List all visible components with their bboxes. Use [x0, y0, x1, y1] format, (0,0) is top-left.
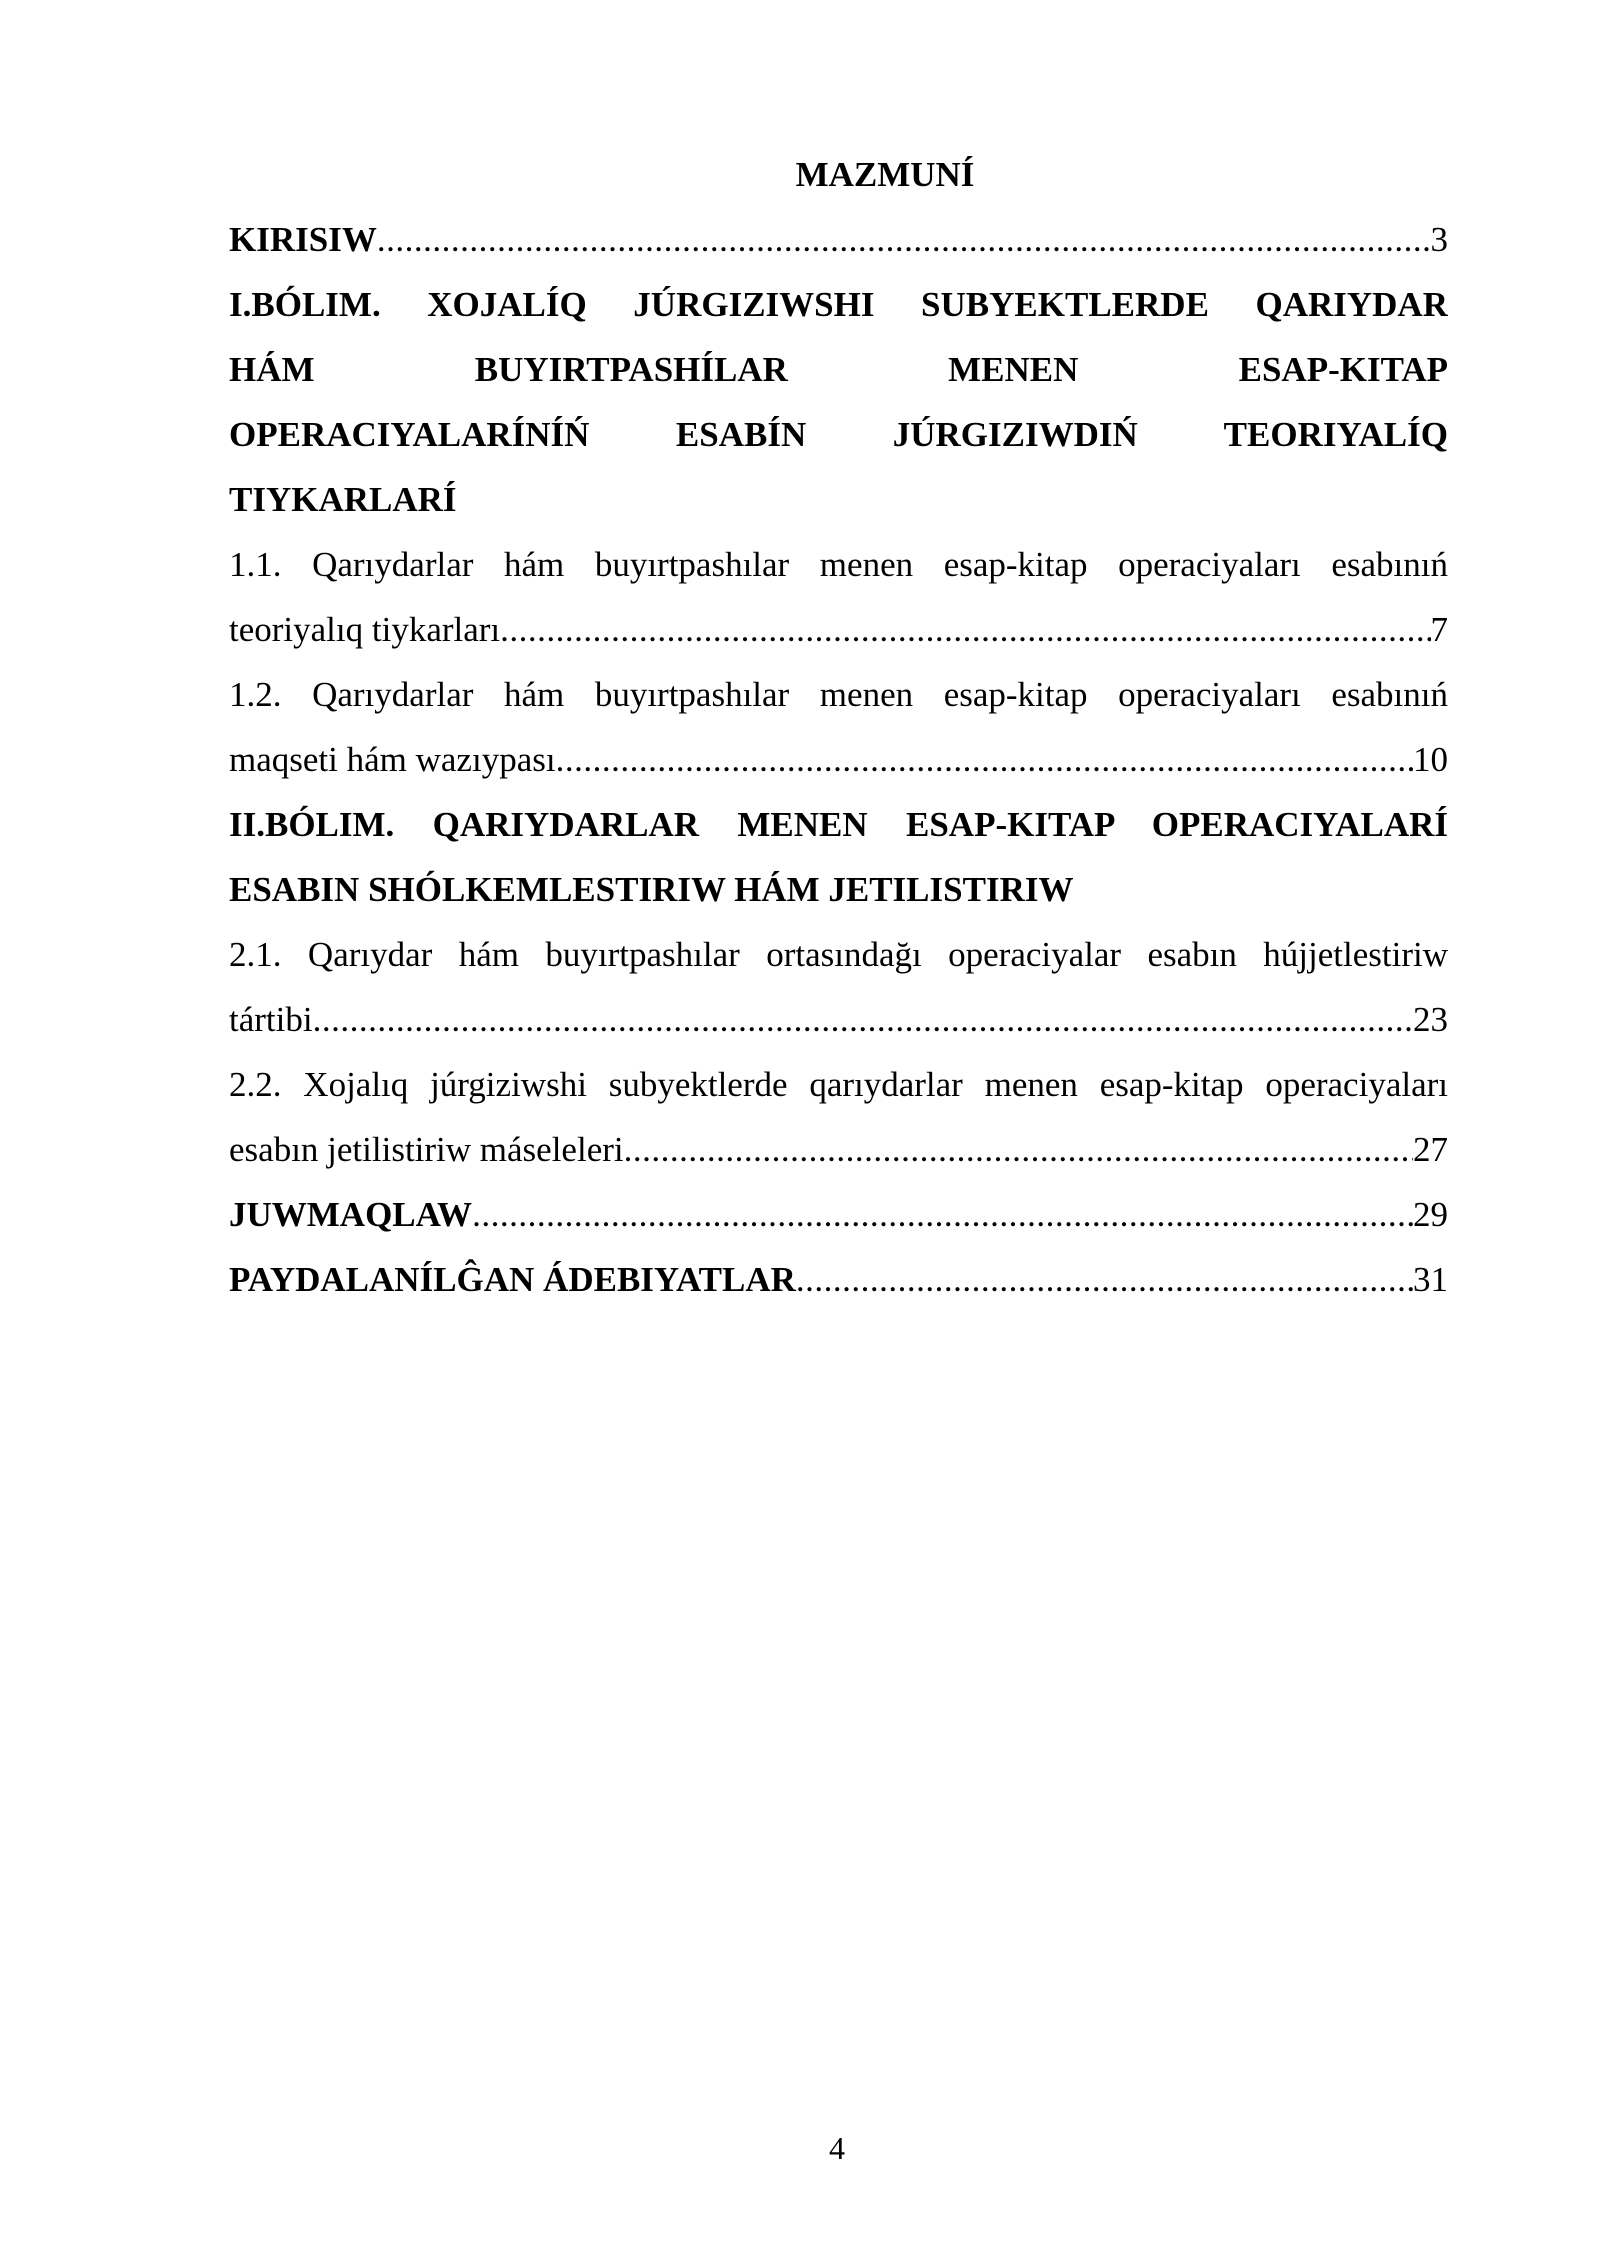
toc-chapter-1-line-1[interactable]: I.BÓLIM. XOJALÍQ JÚRGIZIWSHI SUBYEKTLERDE QARIYDAR	[229, 285, 1448, 324]
toc-entry-title: teoriyalıq tiykarları	[229, 610, 501, 649]
toc-page-number: 3	[1430, 220, 1448, 259]
dot-leader	[500, 605, 1430, 655]
toc-section-1-2-line-2[interactable]	[229, 735, 1448, 800]
toc-chapter-1-line-3[interactable]: OPERACIYALARÍNÍŃ ESABÍN JÚRGIZIWDIŃ TEORIYALÍQ	[229, 415, 1448, 454]
dot-leader	[556, 735, 1413, 785]
toc-chapter-2-line-1[interactable]: II.BÓLIM. QARIYDARLAR MENEN ESAP-KITAP OPERACIYALARÍ	[229, 805, 1448, 844]
toc-entry-title: KIRISIW	[229, 220, 377, 259]
toc-page-number: 23	[1413, 1000, 1448, 1039]
toc-section-1-2-line-1[interactable]: 1.2. Qarıydarlar hám buyırtpashılar menen esap-kitap operaciyaları esabınıń	[229, 675, 1448, 714]
dot-leader	[313, 995, 1413, 1045]
toc-entry-title: maqseti hám wazıypası	[229, 740, 556, 779]
dot-leader	[624, 1125, 1413, 1175]
toc-entry-kirisiw[interactable]	[229, 215, 1448, 280]
toc-entry-title: JUWMAQLAW	[229, 1195, 473, 1234]
table-of-contents	[229, 215, 1448, 1320]
toc-section-2-1-line-2[interactable]	[229, 995, 1448, 1060]
toc-chapter-1-line-4[interactable]: TIYKARLARÍ	[229, 480, 457, 519]
toc-page-number: 29	[1413, 1195, 1448, 1234]
toc-section-2-2-line-1[interactable]: 2.2. Xojalıq júrgiziwshi subyektlerde qarıydarlar menen esap-kitap operaciyaları	[229, 1065, 1448, 1104]
toc-section-2-1-line-1[interactable]: 2.1. Qarıydar hám buyırtpashılar ortasındağı operaciyalar esabın hújjetlestiriw	[229, 935, 1448, 974]
toc-heading: MAZMUNÍ	[795, 155, 975, 194]
dot-leader	[377, 215, 1431, 265]
toc-chapter-1-line-2[interactable]: HÁM BUYIRTPASHÍLAR MENEN ESAP-KITAP	[229, 350, 1448, 389]
dot-leader	[472, 1190, 1413, 1240]
toc-entry-title: esabın jetilistiriw máseleleri	[229, 1130, 624, 1169]
toc-section-1-1-line-1[interactable]: 1.1. Qarıydarlar hám buyırtpashılar menen esap-kitap operaciyaları esabınıń	[229, 545, 1448, 584]
toc-entry-juwmaqlaw[interactable]	[229, 1190, 1448, 1255]
dot-leader	[796, 1255, 1413, 1305]
toc-section-1-1-line-2[interactable]	[229, 605, 1448, 670]
toc-page-number: 31	[1413, 1260, 1448, 1299]
toc-page-number: 27	[1413, 1130, 1448, 1169]
toc-page-number: 10	[1413, 740, 1448, 779]
toc-entry-title: tártibi	[229, 1000, 313, 1039]
toc-chapter-2-line-2[interactable]: ESABIN SHÓLKEMLESTIRIW HÁM JETILISTIRIW	[229, 870, 1074, 909]
toc-entry-title: PAYDALANÍLĜAN ÁDEBIYATLAR	[229, 1260, 796, 1299]
page-number: 4	[829, 2130, 845, 2166]
toc-page-number: 7	[1430, 610, 1448, 649]
toc-entry-adebiyatlar[interactable]	[229, 1255, 1448, 1320]
toc-section-2-2-line-2[interactable]	[229, 1125, 1448, 1190]
